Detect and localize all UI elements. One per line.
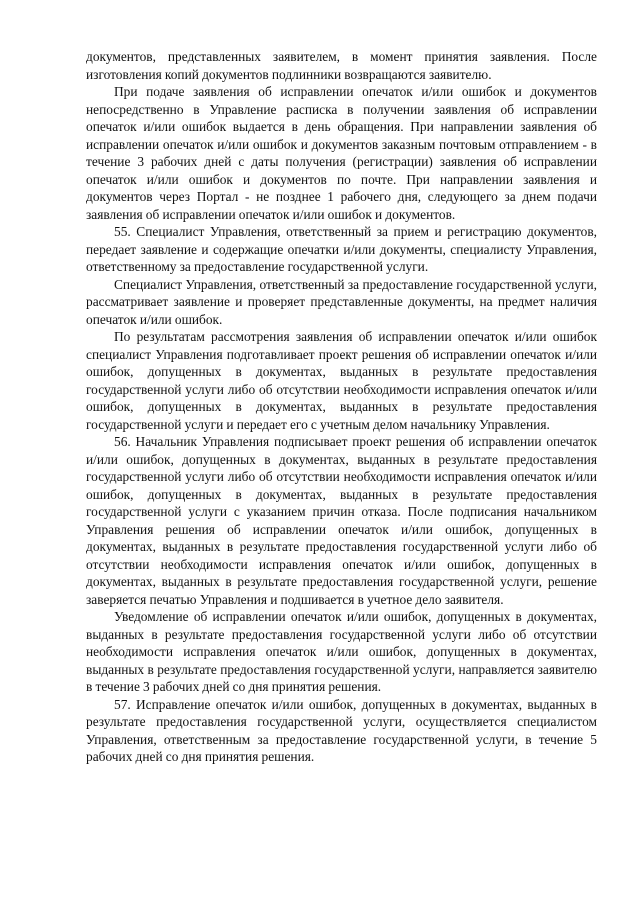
paragraph-item-56: 56. Начальник Управления подписывает проект решения об исправлении опечаток и/или ошибок, допущенных в документах, выданных в результате предоставления государственной услуги либо об отсутствии необходимости исправления опечаток и/или ошибок, допущенных в документах, выданных в результате предоставления государственной услуги с указанием причин отказа. После подписания начальником Управления решения об исправлении опечаток и/или ошибок, допущенных в документах, выданных в результате предоставления государственной услуги либо об отсутствии необходимости исправления опечаток и/или ошибок, допущенных в документах, выданных в результате предоставления государственной услуги, решение заверяется печатью Управления и подшивается в учетное дело заявителя.: [86, 434, 597, 607]
paragraph-item-57: 57. Исправление опечаток и/или ошибок, допущенных в документах, выданных в результате предоставления государственной услуги, осуществляется специалистом Управления, ответственным за предоставление государственной услуги, в течение 5 рабочих дней со дня принятия решения.: [86, 696, 597, 764]
paragraph-item-55: 55. Специалист Управления, ответственный за прием и регистрацию документов, передает заявление и содержащие опечатки и/или документы, специалисту Управления, ответственному за предоставление государственной услуги.: [86, 224, 597, 274]
paragraph-specialist-review: Специалист Управления, ответственный за предоставление государственной услуги, рассматривает заявление и проверяет представленные документы, на предмет наличия опечаток и/или ошибок.: [86, 276, 597, 327]
paragraph-review-results: По результатам рассмотрения заявления об исправлении опечаток и/или ошибок специалист Управления подготавливает проект решения об исправлении опечаток и/или ошибок, допущенных в документах, выданных в результате предоставления государственной услуги либо об отсутствии необходимости исправления опечаток и/или ошибок, допущенных в документах, выданных в результате предоставления государственной услуги и передает его с учетным делом начальнику Управления.: [86, 329, 597, 432]
paragraph-continuation: документов, представленных заявителем, в момент принятия заявления. После изготовления копий документов подлинники возвращаются заявителю.: [86, 49, 597, 82]
paragraph-notification: Уведомление об исправлении опечаток и/или ошибок, допущенных в документах, выданных в результате предоставления государственной услуги либо об отсутствии необходимости исправления опечаток и/или ошибок, допущенных в документах, выданных в результате предоставления государственной услуги, направляется заявителю в течение 3 рабочих дней со дня принятия решения.: [86, 609, 597, 694]
paragraph-receipt-issuance: При подаче заявления об исправлении опечаток и/или ошибок и документов непосредственно в Управление расписка в получении заявления об исправлении опечаток и/или ошибок выдается в день обращения. При направлении заявления об исправлении опечаток и/или ошибок и документов заказным почтовым отправлением - в течение 3 рабочих дней с даты получения (регистрации) заявления об исправлении опечаток и/или ошибок и документов по почте. При направлении заявления и документов через Портал - не позднее 1 рабочего дня, следующего за днем подачи заявления об исправлении опечаток и/или ошибок и документов.: [86, 84, 597, 222]
